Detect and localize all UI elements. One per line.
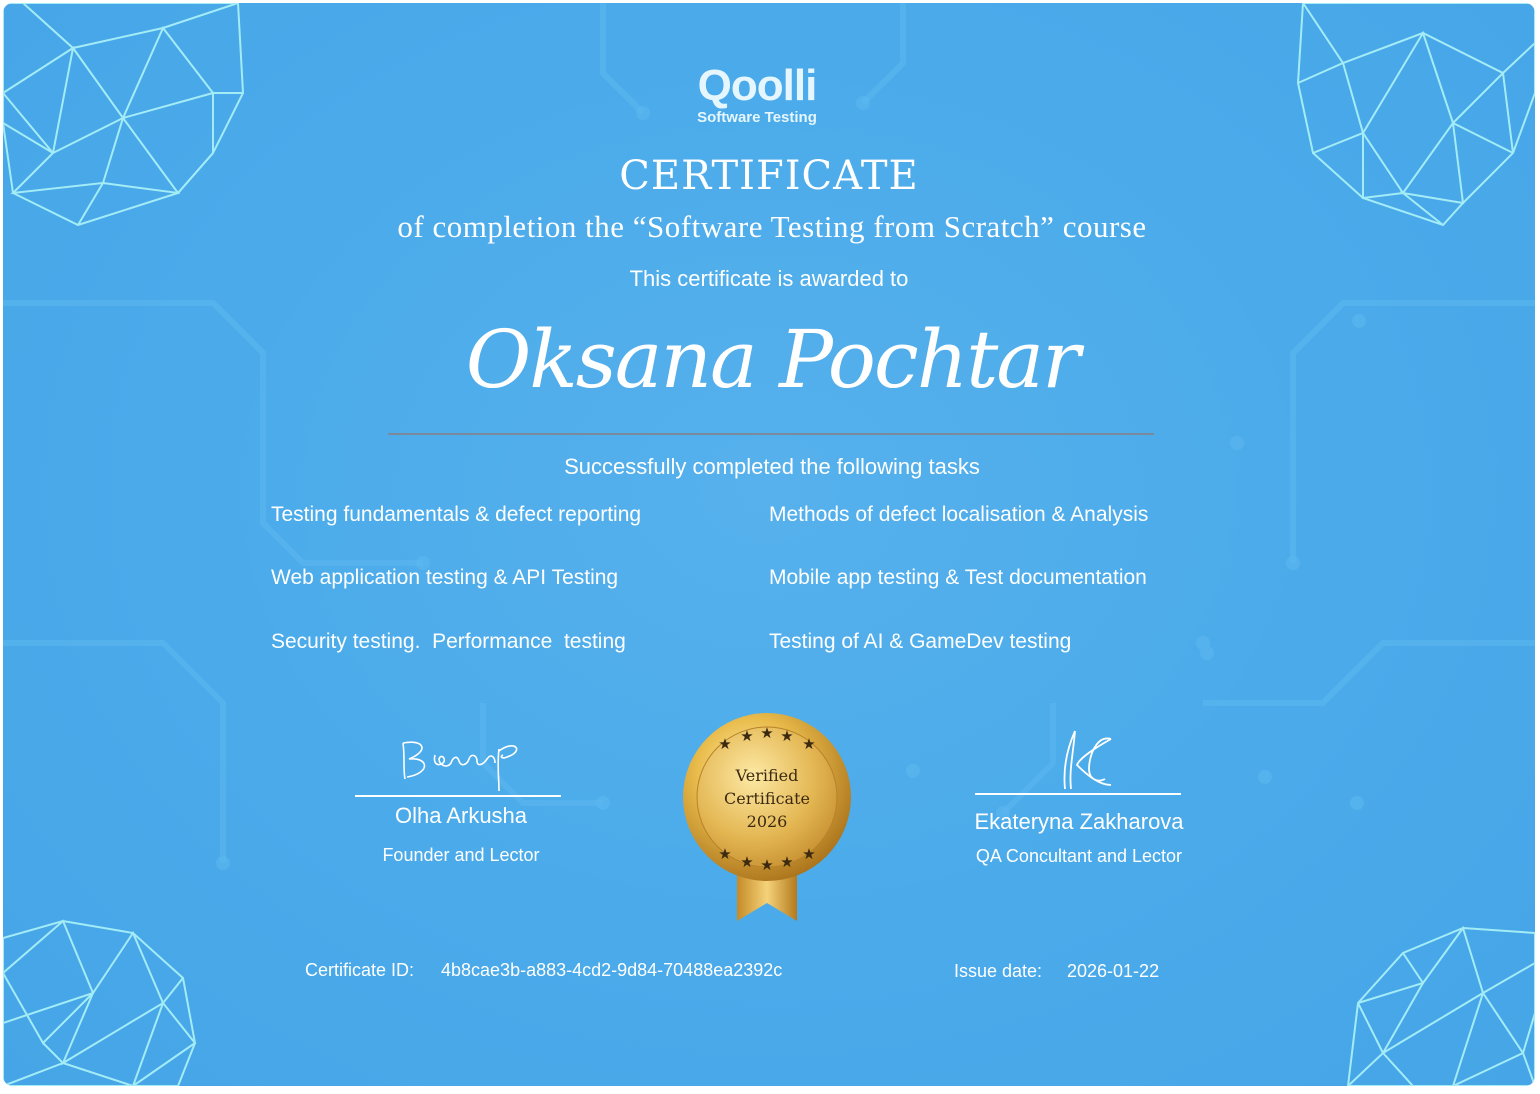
certificate-id-label: Certificate ID: <box>305 960 415 980</box>
signer-name-right: Ekateryna Zakharova <box>974 809 1184 834</box>
brand-logo: Qoolli <box>697 61 817 110</box>
certificate-card <box>3 3 1535 1086</box>
svg-text:★: ★ <box>802 845 816 863</box>
tasks-heading: Successfully completed the following tasks <box>564 454 980 479</box>
task-item: Web application testing & API Testing <box>271 566 619 589</box>
signer-role-right: QA Concultant and Lector <box>975 846 1183 866</box>
issue-date-value: 2026-01-22 <box>1067 961 1160 981</box>
svg-text:★: ★ <box>760 724 774 742</box>
signature-ekateryna-zakharova <box>1053 725 1123 795</box>
recipient-underline <box>388 433 1154 435</box>
svg-text:★: ★ <box>718 845 732 863</box>
signer-name-left: Olha Arkusha <box>394 803 528 828</box>
svg-text:★: ★ <box>718 735 732 753</box>
svg-text:★: ★ <box>760 856 774 874</box>
svg-text:★: ★ <box>740 853 754 871</box>
signature-line-right <box>975 793 1181 795</box>
seal-text-line1: Verified <box>735 766 799 785</box>
awarded-text: This certificate is awarded to <box>629 266 909 291</box>
seal-text-line3: 2026 <box>746 812 788 831</box>
signer-role-left: Founder and Lector <box>382 845 540 865</box>
brand-logo-subtitle: Software Testing <box>697 109 817 126</box>
svg-text:★: ★ <box>780 853 794 871</box>
seal-text-line2: Certificate <box>724 789 810 808</box>
verified-seal <box>679 711 855 931</box>
task-item: Security testing. Performance testing <box>271 630 626 653</box>
recipient-name: Oksana Pochtar <box>465 313 1079 406</box>
certificate-id-value: 4b8cae3b-a883-4cd2-9d84-70488ea2392c <box>441 960 783 980</box>
task-item: Testing of AI & GameDev testing <box>769 630 1072 653</box>
svg-text:★: ★ <box>740 727 754 745</box>
svg-text:★: ★ <box>780 727 794 745</box>
signature-line-left <box>355 795 561 797</box>
certificate-subtitle: of completion the “Software Testing from Scratch” course <box>397 209 1147 244</box>
task-item: Methods of defect localisation & Analysis <box>769 503 1149 526</box>
task-item: Testing fundamentals & defect reporting <box>271 503 642 526</box>
certificate-title: CERTIFICATE <box>619 153 919 199</box>
svg-text:★: ★ <box>802 735 816 753</box>
task-item: Mobile app testing & Test documentation <box>769 566 1147 589</box>
signature-olha-arkusha <box>395 729 535 793</box>
issue-date-label: Issue date: <box>954 961 1043 981</box>
